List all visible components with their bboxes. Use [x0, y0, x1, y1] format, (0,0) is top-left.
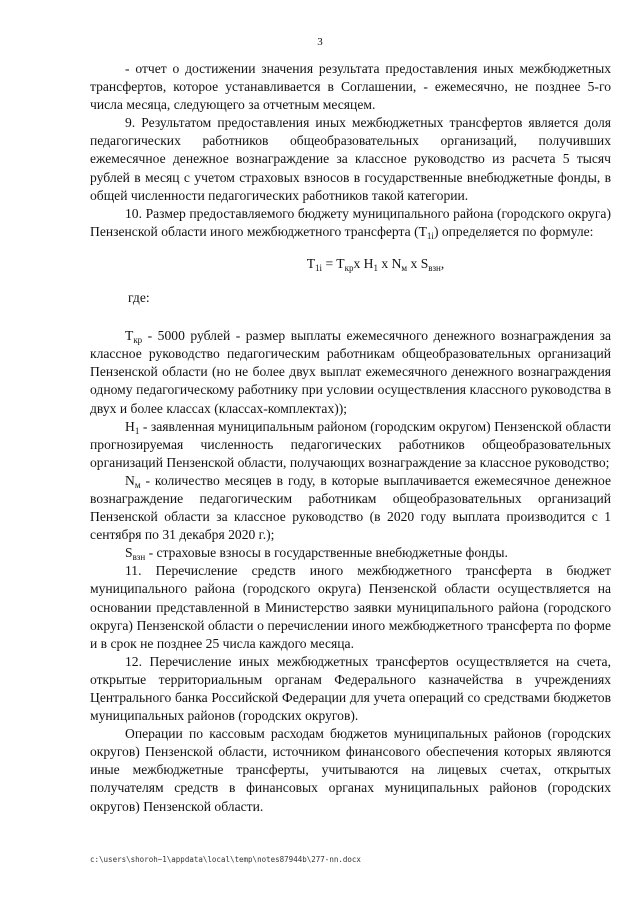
formula-h-sub: 1 [373, 262, 378, 273]
sym-s-sub: взн [132, 552, 146, 563]
paragraph-11: 11. Перечисление средств иного межбюджетного трансферта в бюджет муниципального района (городского округа) Пензенской области осуществляется на основании представленной в Министерство заявки муниципального района (городского округа) Пензенской области о перечислении иного межбюджетного трансферта по форме и в срок не позднее 25 числа каждого месяца. [90, 563, 611, 651]
definition-h-text: - заявленная муниципальным районом (городским округом) Пензенской области прогнозируемая численность педагогических работников общеобразовательных организаций Пензенской области, получающих вознаграждение за классное руководство; [90, 418, 611, 470]
p10-sub: 1i [426, 230, 434, 241]
paragraph-operations: Операции по кассовым расходам бюджетов муниципальных районов (городских округов) Пензенской области, источником финансового обеспечения которых являются иные межбюджетные трансферты, учитываются на лицевых счетах, открытых получателям средств в финансовых органах муниципальных районов (городских округов) Пензенской области. [90, 726, 611, 814]
file-path-footer: c:\users\shoroh~1\appdata\local\temp\notes87944b\277-nn.docx [90, 855, 361, 864]
sym-n: N [125, 472, 135, 488]
sym-h: H [125, 418, 135, 434]
paragraph-report-line: - отчет о достижении значения результата предоставления иных межбюджетных трансфертов, которое устанавливается в Соглашении, - ежемесячно, не позднее 5-го числа месяца, следующего за отчетным месяцем. [90, 61, 611, 113]
definition-s-text: - страховые взносы в государственные внебюджетные фонды. [145, 545, 508, 561]
formula [90, 255, 611, 273]
formula-t-sub: 1i [315, 262, 323, 273]
paragraph-10 [90, 205, 611, 241]
p10-end: ) определяется по формуле: [433, 223, 594, 239]
formula-t: T [306, 255, 316, 271]
paragraph-9: 9. Результатом предоставления иных межбюджетных трансфертов является доля педагогических работников общеобразовательных организаций, получивших ежемесячное денежное вознаграждение за классное руководство из расчета 5 тысяч рублей в месяц с учетом страховых взносов в государственные внебюджетные фонды, в общей численности педагогических работников такой категории. [90, 115, 611, 203]
sym-h-sub: 1 [134, 425, 140, 436]
sym-tkr: T [125, 328, 134, 344]
formula-s-sub: взн [428, 262, 441, 273]
sym-s: S [125, 545, 133, 561]
document-body [90, 60, 611, 816]
definition-n-text: - количество месяцев в году, в которые выплачивается ежемесячное денежное вознаграждение педагогическим работникам общеобразовательных организаций Пензенской области за классное руководство (в 2020 году выплата производится с 1 сентября по 31 декабря 2020 г.); [90, 472, 611, 543]
formula-eq: = T [322, 255, 345, 271]
page-number: 3 [317, 36, 323, 48]
where-label: где: [128, 290, 150, 306]
formula-end: , [440, 255, 445, 271]
definition-n [90, 472, 611, 544]
sym-tkr-sub: кр [133, 335, 143, 346]
formula-x3: x S [407, 255, 429, 271]
definition-tkr-text: - 5000 рублей - размер выплаты ежемесячного денежного вознаграждения за классное руководство педагогическим работникам общеобразовательных организаций Пензенской области (но не более двух выплат ежемесячного денежного вознаграждения одному педагогическому работнику при условии осуществления классного руководства в двух и более классах (классах-комплектах)); [90, 328, 611, 416]
definition-h [90, 418, 611, 472]
definition-s [90, 544, 611, 562]
formula-n-sub: м [401, 262, 408, 273]
formula-x1: x H [353, 255, 374, 271]
paragraph-12: 12. Перечисление иных межбюджетных трансфертов осуществляется на счета, открытые территориальным органам Федерального казначейства в учреждениях Центрального банка Российской Федерации для учета операций со средствами бюджетов муниципальных районов (городских округов). [90, 653, 611, 724]
formula-x2: x N [377, 255, 402, 271]
sym-n-sub: м [134, 479, 141, 490]
formula-tkr-sub: кр [344, 262, 354, 273]
p10-main: 10. Размер предоставляемого бюджету муниципального района (городского округа) Пензенской области иного межбюджетного трансферта (T [90, 205, 611, 239]
definition-tkr [90, 327, 611, 417]
